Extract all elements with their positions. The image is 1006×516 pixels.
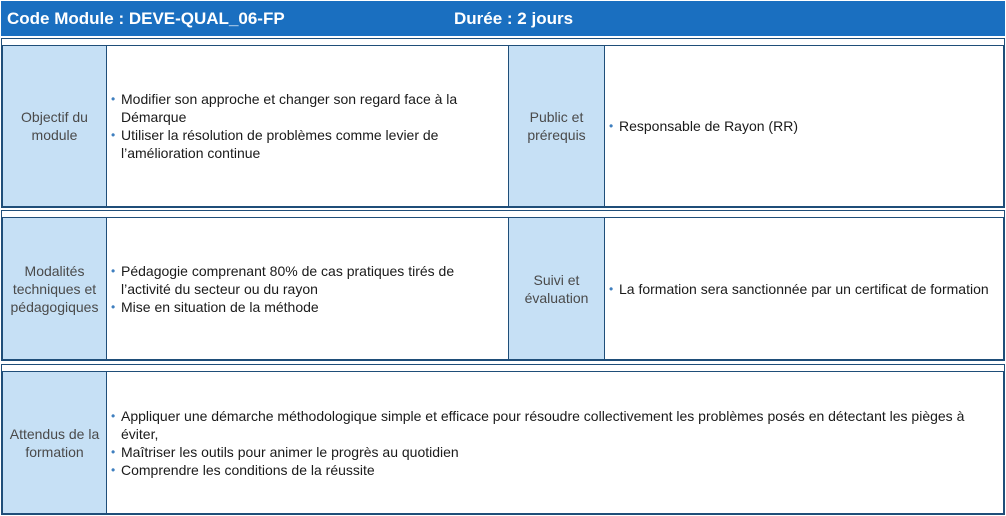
public-label-text: Public et prérequis (527, 109, 586, 143)
list-item: • Utiliser la résolution de problèmes comme levier de l’amélioration continue (111, 126, 500, 162)
objectif-label (2, 45, 107, 207)
modalites-label (2, 217, 107, 360)
code-module-title: Code Module : DEVE-QUAL_06-FP (7, 9, 285, 28)
list-item: • Appliquer une démarche méthodologique simple et efficace pour résoudre collectivement les problèmes posés en détectant les pièges à éviter, (111, 407, 995, 443)
attendus-label-text: Attendus de la formation (9, 425, 100, 460)
section-attendus (1, 364, 1005, 515)
list-item: • Responsable de Rayon (RR) (609, 117, 798, 135)
list-item: • Mise en situation de la méthode (111, 298, 500, 316)
objectif-content (106, 45, 509, 207)
section-objectif-public (1, 38, 1005, 208)
list-item: • Modifier son approche et changer son regard face à la Démarque (111, 90, 500, 126)
objectif-list (107, 90, 508, 162)
attendus-content (106, 371, 1004, 514)
suivi-label-text: Suivi et évaluation (524, 271, 589, 306)
public-label (508, 45, 605, 207)
list-item: • Pédagogie comprenant 80% de cas pratiques tirés de l’activité du secteur ou du rayon (111, 262, 500, 298)
modalites-label-text: Modalités techniques et pédagogiques (10, 262, 99, 315)
public-list (605, 117, 806, 135)
modalites-list (107, 262, 508, 316)
attendus-list (107, 407, 1003, 479)
objectif-label-text: Objectif du module (21, 109, 88, 143)
section-modalites-suivi (1, 210, 1005, 361)
suivi-label (508, 217, 605, 360)
public-content (604, 45, 1004, 207)
suivi-list (605, 280, 997, 298)
list-item: • Maîtriser les outils pour animer le progrès au quotidien (111, 443, 995, 461)
modalites-content (106, 217, 509, 360)
module-header (1, 1, 1005, 36)
suivi-content (604, 217, 1004, 360)
duree-title: Durée : 2 jours (454, 9, 574, 28)
attendus-label (2, 371, 107, 514)
list-item: • Comprendre les conditions de la réussite (111, 461, 995, 479)
list-item: • La formation sera sanctionnée par un certificat de formation (609, 280, 989, 298)
